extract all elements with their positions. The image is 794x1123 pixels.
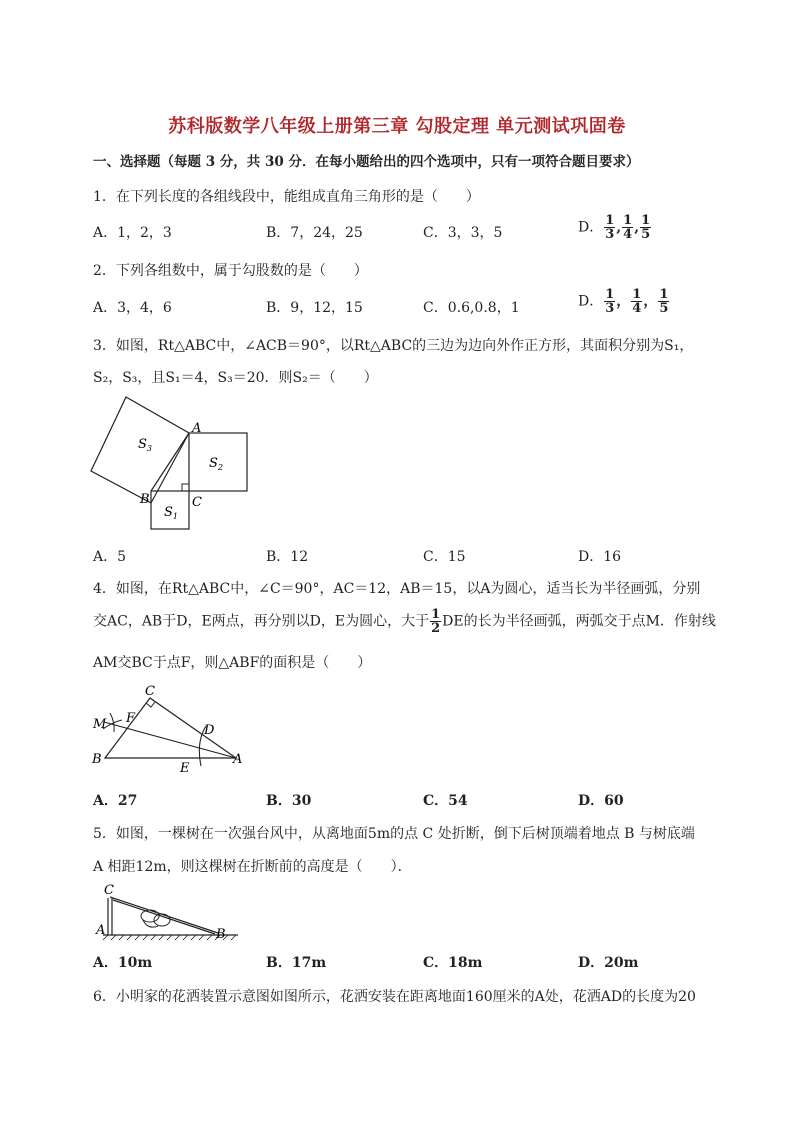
label-c: C [145,684,155,699]
label-c: C [192,495,202,510]
label-s1: $S_1$ [164,505,178,521]
question-1-option-b[interactable]: B．7，24，25 [266,225,363,241]
question-1-option-c[interactable]: C．3，3，5 [423,225,503,241]
fraction: $\frac{1}{4}$ [632,287,642,316]
question-3-option-d[interactable]: D．16 [578,549,622,565]
question-1-option-a[interactable]: A．1，2，3 [93,225,172,241]
question-3-figure [88,392,258,537]
label-s3: $S_3$ [138,437,152,453]
question-4-line-2: 交AC，AB于D，E两点，再分别以D，E为圆心，大于 $\frac{1}{2}$ DE的长为半径画弧，两弧交于点M．作射线 [93,607,716,636]
question-6-line-1: 6．小明家的花洒装置示意图如图所示，花洒安装在距离地面160厘米的A处，花洒AD的长度为20 [93,989,696,1005]
label-m: M [93,717,107,732]
question-4-option-d[interactable]: D．60 [578,793,624,809]
question-5-figure [88,878,248,946]
question-5-option-d[interactable]: D．20m [578,955,639,971]
fraction: $\frac{1}{3}$ [605,213,615,242]
fraction: $\frac{1}{3}$ [605,287,615,316]
fraction-one-half: $\frac{1}{2}$ [431,607,441,636]
question-5-option-a[interactable]: A．10m [93,955,153,971]
square-s2 [189,433,247,491]
question-2-option-b[interactable]: B．9，12，15 [266,300,363,316]
question-3-line-2: S₂，S₃，且S₁＝4，S₃＝20．则S₂＝（ ） [93,370,378,386]
question-2-stem: 2．下列各组数中，属于勾股数的是（ ） [93,263,368,279]
question-4-line-1: 4．如图，在Rt△ABC中，∠C＝90°，AC＝12，AB＝15，以A为圆心，适当长为半径画弧，分别 [93,581,701,597]
question-2-option-a[interactable]: A．3，4，6 [93,300,172,316]
label-s2: $S_2$ [209,456,223,472]
question-4-line-3: AM交BC于点F，则△ABF的面积是（ ） [93,655,372,671]
question-2-option-c[interactable]: C．0.6,0.8，1 [423,300,520,316]
section-heading: 一、选择题（每题 3 分，共 30 分．在每小题给出的四个选项中，只有一项符合题目要求） [93,154,640,170]
label-e: E [180,761,190,775]
question-3-line-1: 3．如图，Rt△ABC中，∠ACB＝90°，以Rt△ABC的三边为边向外作正方形，其面积分别为S₁， [93,338,694,354]
label-b: B [140,492,150,507]
label-b: B [216,927,226,942]
label-a: A [96,923,106,938]
question-3-option-b[interactable]: B．12 [266,549,309,565]
question-2-option-d[interactable]: D． $\frac{1}{3}$ ， $\frac{1}{4}$ ， $\frac{1}{5}$ [578,287,669,316]
question-5-line-1: 5．如图，一棵树在一次强台风中，从离地面5m的点 C 处折断，倒下后树顶端着地点 B 与树底端 [93,826,695,842]
fraction: $\frac{1}{5}$ [659,287,669,316]
page-title: 苏科版数学八年级上册第三章 勾股定理 单元测试巩固卷 [168,116,626,137]
question-3-option-a[interactable]: A．5 [93,549,127,565]
question-1-option-d[interactable]: D． $\frac{1}{3}$ , $\frac{1}{4}$ , $\frac{1}{5}$ [578,213,651,242]
question-5-option-b[interactable]: B．17m [266,955,327,971]
question-4-option-a[interactable]: A．27 [93,793,138,809]
label-c: C [104,883,114,898]
label-a: A [233,752,243,767]
question-3-option-c[interactable]: C．15 [423,549,466,565]
label-a: A [192,421,202,436]
question-5-option-c[interactable]: C．18m [423,955,483,971]
label-b: B [92,752,102,767]
question-4-figure [88,680,258,775]
fraction: $\frac{1}{4}$ [623,213,633,242]
label-f: F [126,711,136,726]
question-4-option-b[interactable]: B．30 [266,793,312,809]
question-5-line-2: A 相距12m，则这棵树在折断前的高度是（ ）． [93,859,412,875]
question-1-stem: 1．在下列长度的各组线段中，能组成直角三角形的是（ ） [93,189,480,205]
label-d: D [204,723,215,738]
question-4-option-c[interactable]: C．54 [423,793,468,809]
fraction: $\frac{1}{5}$ [641,213,651,242]
